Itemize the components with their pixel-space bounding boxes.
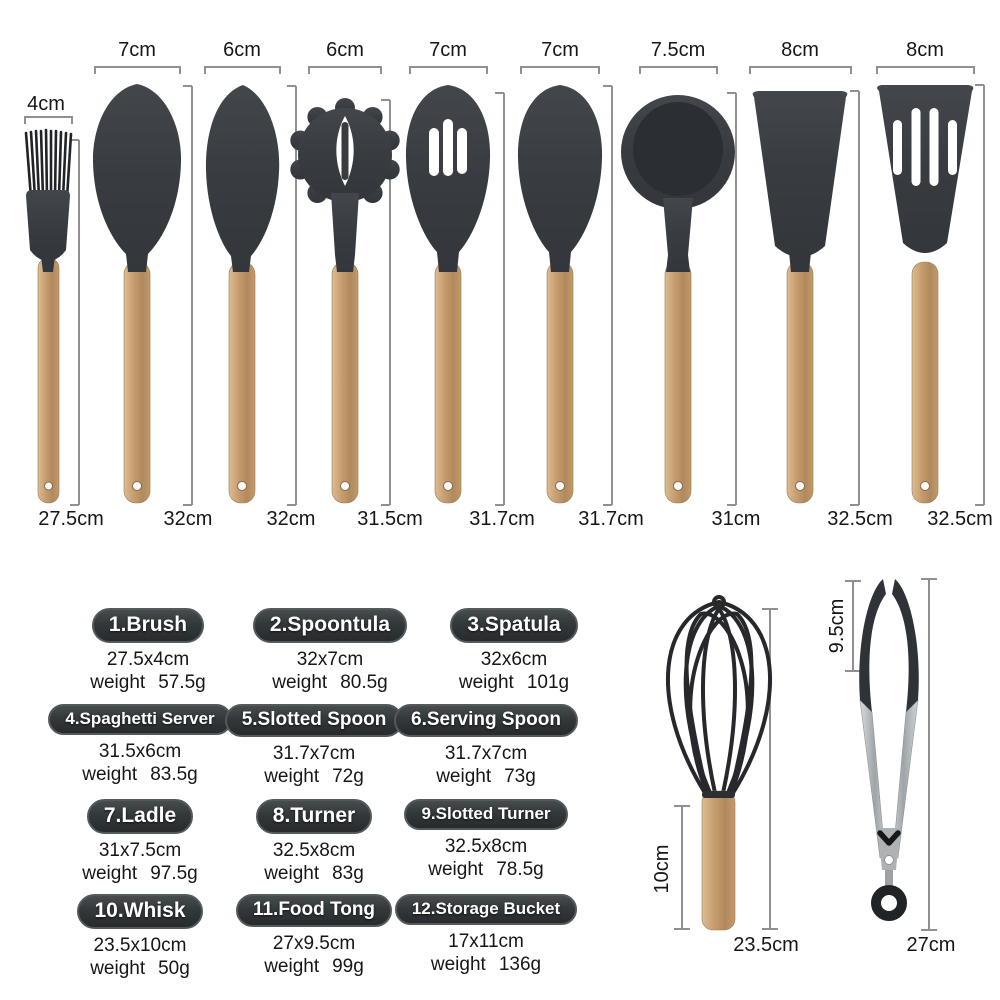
spatula-length-label: 32cm <box>266 508 316 530</box>
product-name: 2.Spoontula <box>269 613 391 636</box>
product-info-ladle <box>40 799 240 886</box>
product-info-slotted-turner <box>386 799 586 882</box>
brush-illustration <box>26 130 71 503</box>
product-badge <box>48 704 231 735</box>
product-name: 6.Serving Spoon <box>411 709 561 730</box>
serving-spoon-illustration <box>518 85 602 503</box>
turner-width-label: 8cm <box>781 39 819 61</box>
whisk-illustration <box>668 597 770 930</box>
whisk-handle-length-label: 10cm <box>651 844 673 894</box>
product-name: 12.Storage Bucket <box>411 899 561 918</box>
spoontula-illustration <box>93 84 181 503</box>
product-weight: weight 50g <box>90 958 190 979</box>
product-size: 31x7.5cm <box>98 840 182 861</box>
product-size: 32x6cm <box>480 649 548 670</box>
product-badge <box>236 894 392 927</box>
product-badge <box>404 799 567 830</box>
product-name: 8.Turner <box>272 804 356 827</box>
product-info-turner <box>214 799 414 886</box>
product-name: 1.Brush <box>108 613 188 636</box>
product-size: 31.7x7cm <box>272 743 356 764</box>
slotted-turner-width-label: 8cm <box>906 39 944 61</box>
slotted-spoon-length-label: 31.7cm <box>469 508 535 530</box>
turner-illustration <box>753 91 848 503</box>
whisk-total-length-label: 23.5cm <box>733 934 799 956</box>
product-name: 7.Ladle <box>103 804 177 827</box>
product-weight: weight 57.5g <box>90 672 206 693</box>
slotted-spoon-width-label: 7cm <box>429 39 467 61</box>
food-tong-illustration <box>859 579 919 916</box>
product-info-spaghetti-server <box>40 704 240 787</box>
brush-bristles <box>26 130 71 198</box>
product-size: 32.5x8cm <box>272 840 356 861</box>
product-name: 5.Slotted Spoon <box>241 709 387 730</box>
product-info-storage-bucket <box>386 894 586 977</box>
tong-head-length-label: 9.5cm <box>826 598 848 654</box>
product-weight: weight 99g <box>264 956 364 977</box>
product-size: 27.5x4cm <box>106 649 190 670</box>
ladle-width-label: 7.5cm <box>650 39 706 61</box>
product-badge <box>450 608 577 643</box>
product-weight: weight 80.5g <box>272 672 388 693</box>
spatula-illustration <box>206 85 279 503</box>
product-info-slotted-spoon <box>214 704 414 789</box>
product-weight: weight 97.5g <box>82 863 198 884</box>
spaghetti-server-width-label: 6cm <box>326 39 364 61</box>
product-weight: weight 83g <box>264 863 364 884</box>
product-badge <box>395 894 577 925</box>
product-size: 27x9.5cm <box>272 933 356 954</box>
product-size: 17x11cm <box>448 931 524 952</box>
product-badge <box>394 704 578 737</box>
product-weight: weight 101g <box>458 672 570 693</box>
product-info-serving-spoon <box>386 704 586 789</box>
slotted-turner-illustration <box>877 85 973 503</box>
slotted-spoon-illustration <box>406 85 490 503</box>
product-badge <box>87 799 193 834</box>
product-badge <box>225 704 404 737</box>
product-size: 31.7x7cm <box>444 743 528 764</box>
product-size: 23.5x10cm <box>93 935 187 956</box>
product-badge <box>92 608 204 643</box>
turner-length-label: 32.5cm <box>827 508 893 530</box>
product-name: 3.Spatula <box>467 613 561 636</box>
product-name: 4.Spaghetti Server <box>65 709 215 728</box>
spoontula-width-label: 7cm <box>118 39 156 61</box>
product-weight: weight 136g <box>430 954 542 975</box>
product-info-spoontula <box>230 608 430 695</box>
spatula-width-label: 6cm <box>223 39 261 61</box>
serving-spoon-width-label: 7cm <box>541 39 579 61</box>
ladle-length-label: 31cm <box>711 508 761 530</box>
product-name: 10.Whisk <box>94 899 186 922</box>
tong-total-length-label: 27cm <box>906 934 956 956</box>
product-weight: weight 78.5g <box>428 859 544 880</box>
product-info-brush <box>48 608 248 695</box>
ladle-illustration <box>621 95 735 503</box>
product-size: 32x7cm <box>296 649 364 670</box>
product-info-spatula <box>414 608 614 695</box>
spaghetti-server-illustration <box>290 98 399 503</box>
product-badge <box>253 608 407 643</box>
slotted-turner-length-label: 32.5cm <box>927 508 993 530</box>
product-info-food-tong <box>214 894 414 979</box>
spoontula-length-label: 32cm <box>163 508 213 530</box>
product-info-whisk <box>40 894 240 981</box>
product-size: 32.5x8cm <box>444 836 528 857</box>
product-name: 9.Slotted Turner <box>421 804 551 823</box>
serving-spoon-length-label: 31.7cm <box>578 508 644 530</box>
product-badge <box>77 894 202 929</box>
brush-width-label: 4cm <box>27 93 65 115</box>
product-weight: weight 72g <box>264 766 364 787</box>
product-size: 31.5x6cm <box>98 741 182 762</box>
spaghetti-server-length-label: 31.5cm <box>357 508 423 530</box>
product-badge <box>256 799 372 834</box>
product-weight: weight 83.5g <box>82 764 198 785</box>
product-weight: weight 73g <box>436 766 536 787</box>
product-name: 11.Food Tong <box>252 899 376 920</box>
brush-length-label: 27.5cm <box>38 508 104 530</box>
